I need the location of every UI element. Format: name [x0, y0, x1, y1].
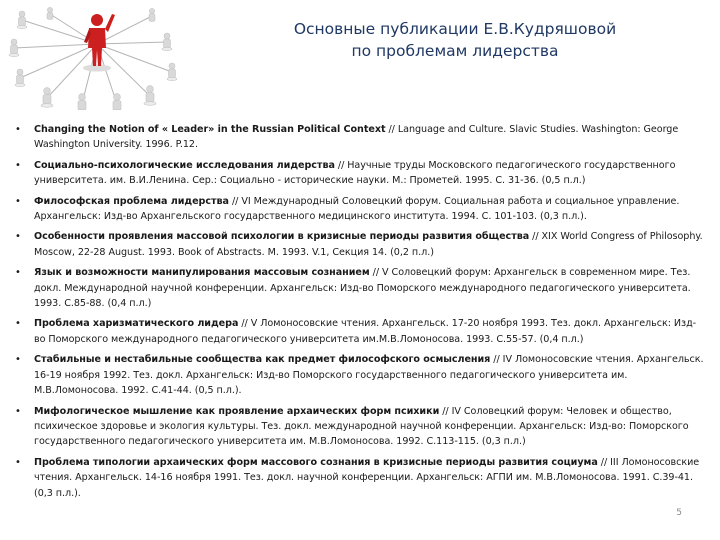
- publication-title: Проблема харизматического лидера: [34, 318, 239, 330]
- publication-title: Changing the Notion of « Leader» in the Russian Political Context: [34, 124, 386, 135]
- list-item: [14, 352, 704, 398]
- bullet-icon: •: [15, 159, 21, 171]
- page-title: [250, 18, 660, 62]
- publication-details: // Language and Culture. Slavic Studies. Washington: George Washington University. 1996. P.12.: [34, 124, 679, 151]
- publication-title: Мифологическое мышление как проявление архаических форм психики: [34, 405, 440, 417]
- publication-details: // III Ломоносовские чтения. Архангельск. 14-16 ноября 1991. Тез. докл. научной конференции. Архангельск: АГПИ им. М.В.Ломоносова. 1991. С.39-41. (0,3 п.л.).: [34, 456, 700, 499]
- list-item: [14, 316, 704, 347]
- bullet-icon: •: [15, 195, 21, 207]
- publication-details: // XIX World Congress of Philosophy. Moscow, 22-28 August. 1993. Book of Abstracts. M. 1993. V.1, Секция 14. (0,2 п.л.): [34, 231, 703, 258]
- bullet-icon: •: [15, 231, 21, 243]
- publication-details: // Научные труды Московского педагогического государственного университета. им. В.И.Ленина. Сер.: Социально - исторические науки. М.: Прометей. 1995. С. 31-36. (0,5 п.л.): [34, 159, 676, 187]
- list-item: [14, 122, 704, 153]
- publication-title: Стабильные и нестабильные сообщества как предмет философского осмысления: [34, 354, 491, 366]
- page-title-line-1: Основные публикации Е.В.Кудряшовой: [293, 20, 617, 38]
- publication-title: Социально-психологические исследования лидерства: [34, 159, 335, 171]
- publication-title: Проблема типологии архаических форм массового сознания в кризисные периоды развития социума: [34, 456, 598, 468]
- publication-title: Философская проблема лидерства: [34, 195, 229, 207]
- publication-details: // V Соловецкий форум: Архангельск в современном мире. Тез. докл. Международной научной конференции. Архангельск: Изд-во Поморского международного педагогического университета. 1993. С.85-88. (0,4 п.л.): [34, 267, 691, 310]
- publication-details: // IV Соловецкий форум: Человек и общество, психическое здоровье и экология культуры. Тез. докл. международной научной конференции. Архангельск: Изд-во: Поморского государственного педагогического университета им. М.В.Ломоносова. 1992. С.113-115. (0,3 п.л.): [34, 405, 689, 448]
- bullet-icon: •: [15, 124, 21, 135]
- bullet-icon: •: [15, 456, 21, 468]
- publication-details: // IV Ломоносовские чтения. Архангельск. 16-19 ноября 1992. Тез. докл. Архангельск: Изд-во Поморского государственного педагогического университета им. М.В.Ломоносова. 1992. С.41-44. (0,5 п.л.).: [34, 354, 704, 397]
- publication-details: // VI Международный Соловецкий форум. Социальная работа и социальное управление. Архангельск: Изд-во Архангельского государственного медицинского института. 1994. С. 101-103. (0,3 п.л.).: [34, 195, 680, 223]
- publication-details: // V Ломоносовские чтения. Архангельск. 17-20 ноября 1993. Тез. докл. Архангельск: Изд-во Поморского международного педагогического университета им.М.В.Ломоносова. 1993. С.55-57. (0,4 п.л.): [34, 318, 697, 345]
- bullet-icon: •: [15, 267, 21, 279]
- list-item: [14, 455, 704, 501]
- list-item: [14, 229, 704, 260]
- bullet-icon: •: [15, 318, 21, 330]
- page-number: 5: [676, 508, 682, 518]
- leader-figure-network-icon: [2, 6, 180, 110]
- list-item: [14, 265, 704, 311]
- bullet-icon: •: [15, 405, 21, 417]
- page-title-line-2: по проблемам лидерства: [351, 42, 559, 60]
- publication-title: Особенности проявления массовой психологии в кризисные периоды развития общества: [34, 231, 530, 243]
- publications-list: [14, 122, 704, 506]
- list-item: [14, 194, 704, 225]
- publication-title: Язык и возможности манипулирования массовым сознанием: [34, 267, 370, 279]
- bullet-icon: •: [15, 354, 21, 366]
- list-item: [14, 404, 704, 450]
- list-item: [14, 158, 704, 189]
